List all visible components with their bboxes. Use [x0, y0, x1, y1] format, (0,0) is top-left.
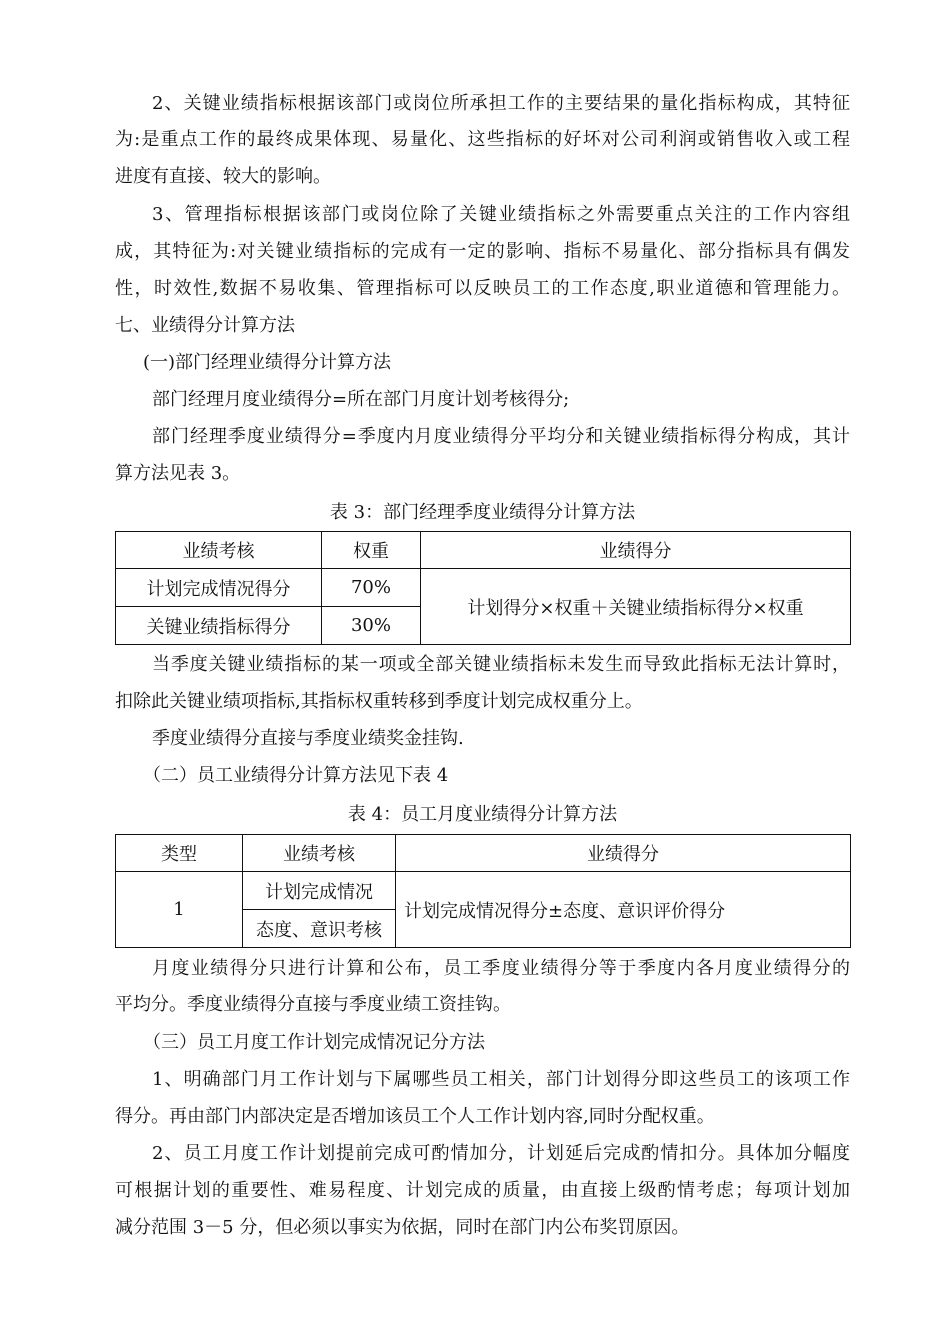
table-header-cell: 业绩得分 — [396, 835, 851, 872]
table-cell: 关键业绩指标得分 — [116, 607, 322, 645]
table-cell: 计划完成情况 — [243, 872, 396, 910]
paragraph-line: 成，其特征为:对关键业绩指标的完成有一定的影响、指标不易量化、部分指标具有偶发 — [115, 241, 850, 262]
paragraph-line: 1、明确部门月工作计划与下属哪些员工相关，部门计划得分即这些员工的该项工作 — [152, 1069, 850, 1090]
paragraph-line: 可根据计划的重要性、难易程度、计划完成的质量，由直接上级酌情考虑；每项计划加 — [115, 1180, 850, 1201]
table-cell: 70% — [322, 569, 421, 607]
paragraph-line: 3、管理指标根据该部门或岗位除了关键业绩指标之外需要重点关注的工作内容组 — [152, 204, 850, 225]
section-heading: 七、业绩得分计算方法 — [115, 315, 295, 336]
table-3 — [115, 531, 851, 645]
subsection-heading: （三）员工月度工作计划完成情况记分方法 — [143, 1032, 485, 1053]
table-header-row — [116, 532, 851, 569]
subsection-heading: （二）员工业绩得分计算方法见下表 4 — [143, 765, 449, 786]
subsection-heading: (一)部门经理业绩得分计算方法 — [143, 352, 392, 373]
table-header-row — [116, 835, 851, 872]
paragraph-line: 平均分。季度业绩得分直接与季度业绩工资挂钩。 — [115, 994, 511, 1015]
table-caption: 表 3：部门经理季度业绩得分计算方法 — [329, 502, 636, 523]
paragraph-line: 月度业绩得分只进行计算和公布，员工季度业绩得分等于季度内各月度业绩得分的 — [152, 958, 850, 979]
paragraph-line: 2、关键业绩指标根据该部门或岗位所承担工作的主要结果的量化指标构成，其特征 — [152, 93, 850, 114]
table-header-cell: 业绩考核 — [243, 835, 396, 872]
table-header-cell: 业绩得分 — [421, 532, 851, 569]
paragraph-line: 算方法见表 3。 — [115, 463, 241, 484]
table-caption: 表 4：员工月度业绩得分计算方法 — [347, 804, 618, 825]
table-row — [116, 872, 851, 910]
table-cell: 30% — [322, 607, 421, 645]
paragraph-line: 减分范围 3－5 分，但必须以事实为依据，同时在部门内公布奖罚原因。 — [115, 1217, 690, 1238]
table-header-cell: 权重 — [322, 532, 421, 569]
table-4 — [115, 834, 851, 948]
paragraph-line: 当季度关键业绩指标的某一项或全部关键业绩指标未发生而导致此指标无法计算时， — [152, 654, 850, 675]
paragraph-line: 得分。再由部门内部决定是否增加该员工个人工作计划内容,同时分配权重。 — [115, 1106, 715, 1127]
table-header-cell: 类型 — [116, 835, 243, 872]
table-cell: 态度、意识考核 — [243, 910, 396, 948]
table-cell-score: 计划得分×权重＋关键业绩指标得分×权重 — [421, 569, 851, 645]
paragraph-line: 为:是重点工作的最终成果体现、易量化、这些指标的好坏对公司利润或销售收入或工程 — [115, 129, 850, 150]
paragraph-line: 进度有直接、较大的影响。 — [115, 166, 331, 187]
paragraph-line: 扣除此关键业绩项指标,其指标权重转移到季度计划完成权重分上。 — [115, 691, 643, 712]
formula-text: 部门经理月度业绩得分=所在部门月度计划考核得分; — [152, 389, 570, 410]
table-cell: 计划完成情况得分 — [116, 569, 322, 607]
paragraph-line: 部门经理季度业绩得分=季度内月度业绩得分平均分和关键业绩指标得分构成，其计 — [152, 426, 850, 447]
paragraph-line: 性，时效性,数据不易收集、管理指标可以反映员工的工作态度,职业道德和管理能力。 — [115, 278, 850, 299]
paragraph-line: 季度业绩得分直接与季度业绩奖金挂钩. — [152, 728, 464, 749]
table-header-cell: 业绩考核 — [116, 532, 322, 569]
paragraph-line: 2、员工月度工作计划提前完成可酌情加分，计划延后完成酌情扣分。具体加分幅度 — [152, 1143, 850, 1164]
table-cell-type: 1 — [116, 872, 243, 948]
table-row — [116, 569, 851, 607]
table-cell-score: 计划完成情况得分±态度、意识评价得分 — [396, 872, 851, 948]
